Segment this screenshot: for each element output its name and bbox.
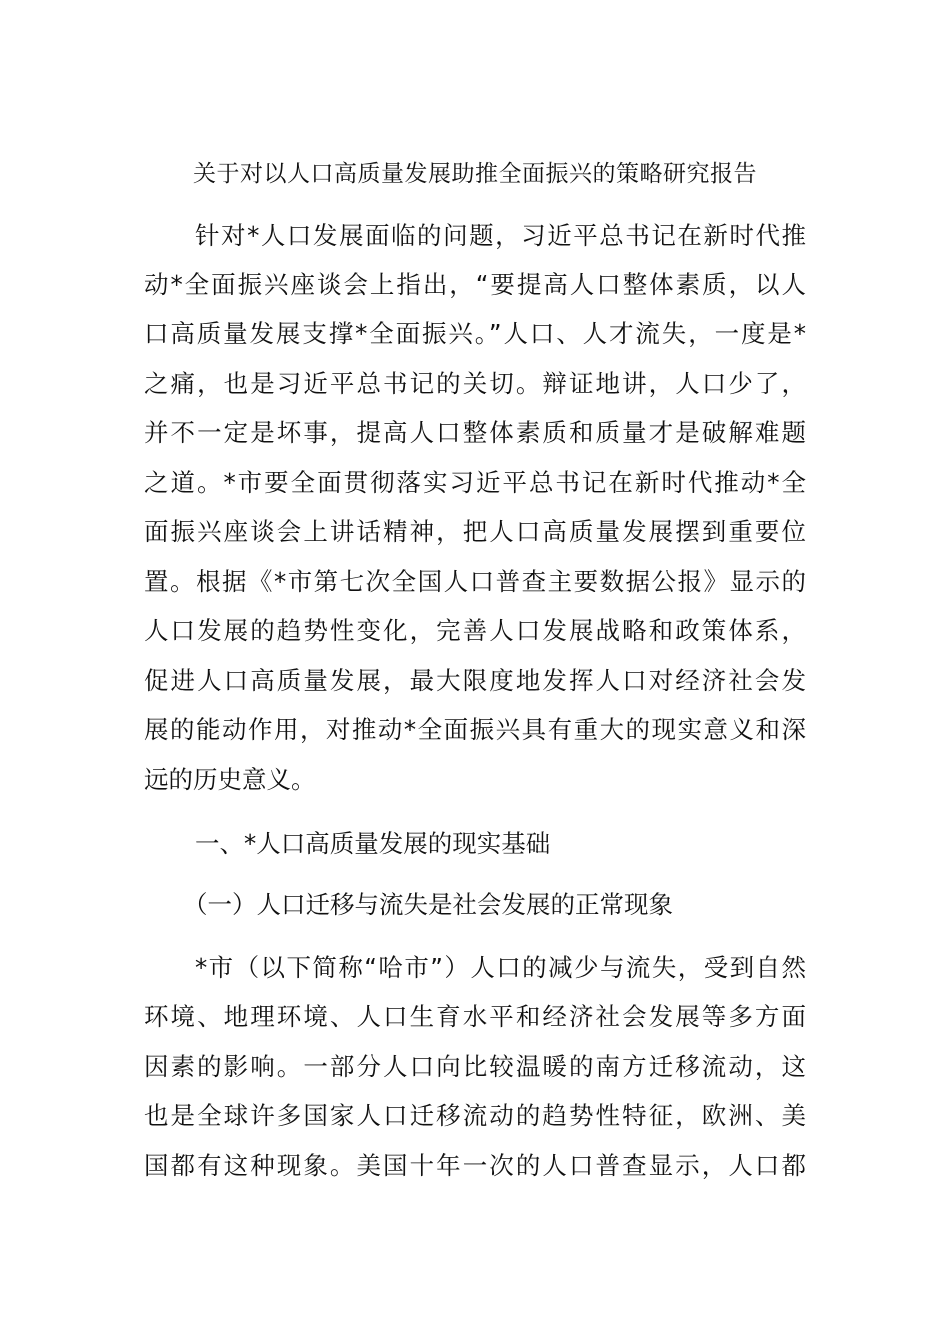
section-heading: 一、*人口高质量发展的现实基础 [195,829,551,858]
paragraph-line: 针对*人口发展面临的问题，习近平总书记在新时代推 [195,221,806,250]
paragraph-line: 也是全球许多国家人口迁移流动的趋势性特征，欧洲、美 [144,1101,806,1130]
paragraph-line: 环境、地理环境、人口生育水平和经济社会发展等多方面 [144,1002,806,1031]
document-title: 关于对以人口高质量发展助推全面振兴的策略研究报告 [193,161,757,187]
paragraph-line: 展的能动作用，对推动*全面振兴具有重大的现实意义和深 [144,715,806,744]
paragraph-line: 促进人口高质量发展，最大限度地发挥人口对经济社会发 [144,666,806,695]
paragraph-line: 人口发展的趋势性变化，完善人口发展战略和政策体系， [144,616,806,645]
paragraph-line: 之痛，也是习近平总书记的关切。辩证地讲，人口少了， [144,369,806,398]
paragraph-line: 置。根据《*市第七次全国人口普查主要数据公报》显示的 [144,567,806,596]
paragraph-line: 国都有这种现象。美国十年一次的人口普查显示，人口都 [144,1151,806,1180]
paragraph-line: 口高质量发展支撑*全面振兴。”人口、人才流失，一度是* [144,319,806,348]
paragraph-line: *市（以下简称“哈市”）人口的减少与流失，受到自然 [195,953,806,982]
paragraph-line: 并不一定是坏事，提高人口整体素质和质量才是破解难题 [144,418,806,447]
paragraph-line: 因素的影响。一部分人口向比较温暖的南方迁移流动，这 [144,1052,806,1081]
paragraph-line: 动*全面振兴座谈会上指出，“要提高人口整体素质，以人 [144,270,806,299]
paragraph-line: 之道。*市要全面贯彻落实习近平总书记在新时代推动*全 [144,468,806,497]
paragraph-line: 面振兴座谈会上讲话精神，把人口高质量发展摆到重要位 [144,517,806,546]
paragraph-line: 远的历史意义。 [144,765,316,794]
subsection-heading: （一）人口迁移与流失是社会发展的正常现象 [183,890,673,919]
